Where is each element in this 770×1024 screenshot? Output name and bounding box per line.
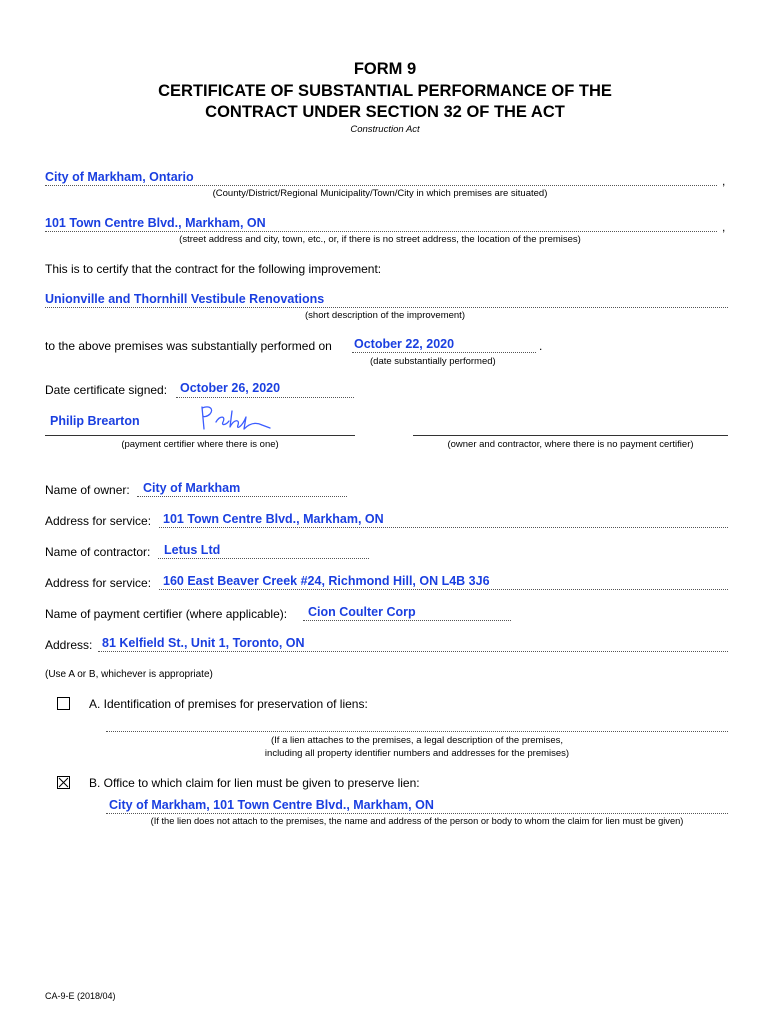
- municipality-value[interactable]: City of Markham, Ontario: [45, 170, 194, 184]
- certifier-name[interactable]: Philip Brearton: [50, 414, 140, 428]
- payment-certifier-address-value[interactable]: 81 Kelfield St., Unit 1, Toronto, ON: [102, 636, 305, 650]
- option-b-caption: (If the lien does not attach to the premises, the name and address of the person or body to whom the claim for lien must be given): [150, 816, 684, 826]
- municipality-comma: ,: [722, 174, 726, 188]
- use-note: (Use A or B, whichever is appropriate): [45, 669, 213, 680]
- street-address-caption: (street address and city, town, etc., or, if there is no street address, the location of the premises): [179, 234, 581, 245]
- contractor-value[interactable]: Letus Ltd: [164, 543, 221, 557]
- street-address-comma: ,: [722, 220, 726, 234]
- option-b-line: [106, 813, 728, 814]
- contractor-address-label: Address for service:: [45, 576, 152, 590]
- form-number: FORM 9: [353, 60, 417, 78]
- option-a-caption-line1: (If a lien attaches to the premises, a legal description of the premises,: [270, 735, 563, 746]
- contractor-address-value[interactable]: 160 East Beaver Creek #24, Richmond Hill, ON L4B 3J6: [163, 574, 490, 588]
- contractor-line: [158, 558, 369, 559]
- form-code: CA-9-E (2018/04): [45, 991, 116, 1001]
- owner-contractor-caption: (owner and contractor, where there is no payment certifier): [447, 439, 694, 450]
- improvement-line: [45, 307, 728, 308]
- owner-line: [137, 496, 347, 497]
- option-a-line[interactable]: [106, 731, 728, 732]
- street-address-line: [45, 231, 717, 232]
- option-b-checkbox[interactable]: [57, 776, 70, 789]
- owner-label: Name of owner:: [45, 483, 130, 497]
- option-a-checkbox[interactable]: [57, 697, 70, 710]
- performed-suffix: .: [539, 339, 543, 353]
- form-title-line1: CERTIFICATE OF SUBSTANTIAL PERFORMANCE OF THE: [158, 82, 612, 100]
- signed-label: Date certificate signed:: [45, 383, 168, 397]
- signed-date-value[interactable]: October 26, 2020: [180, 381, 281, 395]
- improvement-value[interactable]: Unionville and Thornhill Vestibule Renovations: [45, 292, 325, 306]
- payment-certifier-address-line: [98, 651, 728, 652]
- certify-text: This is to certify that the contract for the following improvement:: [45, 262, 382, 276]
- signature-image: [196, 403, 276, 438]
- payment-certifier-value[interactable]: Cion Coulter Corp: [308, 605, 416, 619]
- owner-address-value[interactable]: 101 Town Centre Blvd., Markham, ON: [163, 512, 384, 526]
- owner-address-label: Address for service:: [45, 514, 152, 528]
- performed-prefix: to the above premises was substantially performed on: [45, 339, 332, 353]
- owner-contractor-signature-line[interactable]: [413, 435, 728, 436]
- improvement-caption: (short description of the improvement): [305, 310, 465, 321]
- option-b-value[interactable]: City of Markham, 101 Town Centre Blvd., Markham, ON: [109, 798, 434, 812]
- municipality-caption: (County/District/Regional Municipality/Town/City in which premises are situated): [212, 188, 548, 199]
- contractor-label: Name of contractor:: [45, 545, 151, 559]
- payment-certifier-address-label: Address:: [45, 638, 93, 652]
- performed-caption: (date substantially performed): [370, 356, 496, 367]
- street-address-value[interactable]: 101 Town Centre Blvd., Markham, ON: [45, 216, 266, 230]
- form-title-line2: CONTRACT UNDER SECTION 32 OF THE ACT: [205, 103, 565, 121]
- owner-value[interactable]: City of Markham: [143, 481, 241, 495]
- signed-date-line: [176, 397, 354, 398]
- owner-address-line: [159, 527, 728, 528]
- performed-date-line: [352, 352, 536, 353]
- option-a-caption-line2: including all property identifier numbers and addresses for the premises): [264, 748, 570, 759]
- performed-date-value[interactable]: October 22, 2020: [354, 337, 455, 351]
- contractor-address-line: [159, 589, 728, 590]
- act-name: Construction Act: [350, 124, 420, 135]
- payment-certifier-line: [303, 620, 511, 621]
- option-b-label: B. Office to which claim for lien must be given to preserve lien:: [89, 776, 420, 790]
- certifier-signature-line: [45, 435, 355, 436]
- certifier-caption: (payment certifier where there is one): [121, 439, 279, 450]
- checkbox-x-icon: [58, 777, 69, 788]
- option-a-label: A. Identification of premises for preservation of liens:: [89, 697, 368, 711]
- payment-certifier-label: Name of payment certifier (where applicable):: [45, 607, 288, 621]
- municipality-line: [45, 185, 717, 186]
